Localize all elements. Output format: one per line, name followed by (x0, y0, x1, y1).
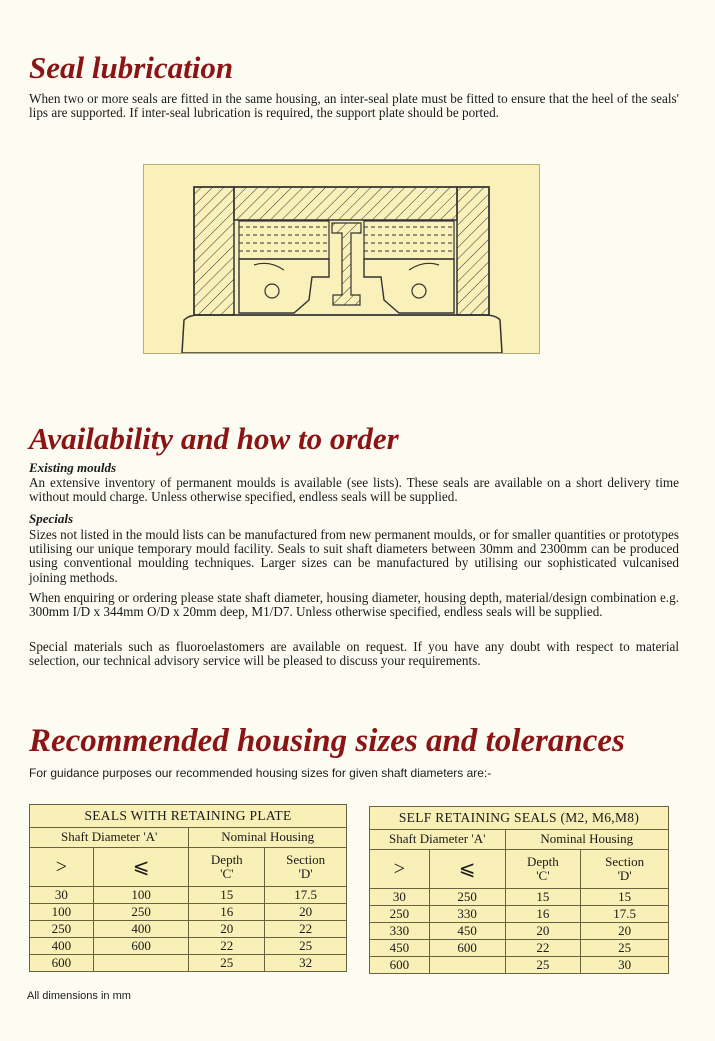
greater-than-header: > (370, 850, 430, 889)
availability-title: Availability and how to order (29, 421, 399, 456)
specials-text-3: Special materials such as fluoroelastomers are available on request. If you have any doubt with respect to material selection, our technical advisory service will be pleased to discuss your requirements. (29, 639, 679, 669)
specials-heading: Specials (29, 511, 74, 526)
table-caption: SELF RETAINING SEALS (M2, M6,M8) (370, 807, 669, 830)
table-row: 450 600 22 25 (370, 940, 669, 957)
table-row: 250 330 16 17.5 (370, 906, 669, 923)
table-caption: SEALS WITH RETAINING PLATE (30, 805, 347, 828)
dimensions-footnote: All dimensions in mm (27, 990, 131, 1002)
section-header: Section 'D' (265, 848, 347, 887)
section-header: Section 'D' (581, 850, 669, 889)
depth-header: Depth 'C' (189, 848, 265, 887)
existing-moulds-text: An extensive inventory of permanent moulds is available (see lists). These seals are available on a short delivery time without mould charge. Unless otherwise specified, endless seals will be supplied. (29, 475, 679, 505)
table-row: 600 25 30 (370, 957, 669, 974)
table-row: 330 450 20 20 (370, 923, 669, 940)
less-equal-header: ⩽ (93, 848, 189, 887)
seal-lubrication-text: When two or more seals are fitted in the same housing, an inter-seal plate must be fitted to ensure that the heel of the seals' lips are supported. If inter-seal lubrication is required, the support plate should be ported. (29, 91, 679, 121)
depth-header: Depth 'C' (505, 850, 581, 889)
housing-intro: For guidance purposes our recommended housing sizes for given shaft diameters are:- (29, 766, 492, 780)
specials-text-2: When enquiring or ordering please state shaft diameter, housing diameter, housing depth, material/design combination e.g. 300mm I/D x 344mm O/D x 20mm deep, M1/D7. Unless otherwise specified, endless seals will be supplied. (29, 590, 679, 620)
table-row: 30 100 15 17.5 (30, 887, 347, 904)
nominal-housing-header: Nominal Housing (189, 828, 347, 848)
seal-lubrication-title: Seal lubrication (29, 50, 234, 85)
table-row: 400 600 22 25 (30, 938, 347, 955)
existing-moulds-heading: Existing moulds (29, 460, 117, 475)
housing-title: Recommended housing sizes and tolerances (29, 723, 625, 759)
shaft-diameter-header: Shaft Diameter 'A' (370, 830, 506, 850)
greater-than-header: > (30, 848, 94, 887)
table-row: 100 250 16 20 (30, 904, 347, 921)
less-equal-header: ⩽ (429, 850, 505, 889)
table-row: 600 25 32 (30, 955, 347, 972)
table-seals-with-retaining-plate (29, 804, 347, 972)
table-row: 30 250 15 15 (370, 889, 669, 906)
table-row: 250 400 20 22 (30, 921, 347, 938)
shaft-diameter-header: Shaft Diameter 'A' (30, 828, 189, 848)
specials-text-1: Sizes not listed in the mould lists can be manufactured from new permanent moulds, or for smaller quantities or prototypes utilising our unique temporary mould facility. Seals to suit shaft diameters between 30mm and 2300mm can be produced using conventional moulding techniques. Larger sizes can be manufactured by utilising our sophisticated vulcanised joining methods. (29, 527, 679, 585)
nominal-housing-header: Nominal Housing (505, 830, 669, 850)
table-self-retaining-seals (369, 806, 669, 974)
inter-seal-plate-diagram (143, 164, 540, 354)
